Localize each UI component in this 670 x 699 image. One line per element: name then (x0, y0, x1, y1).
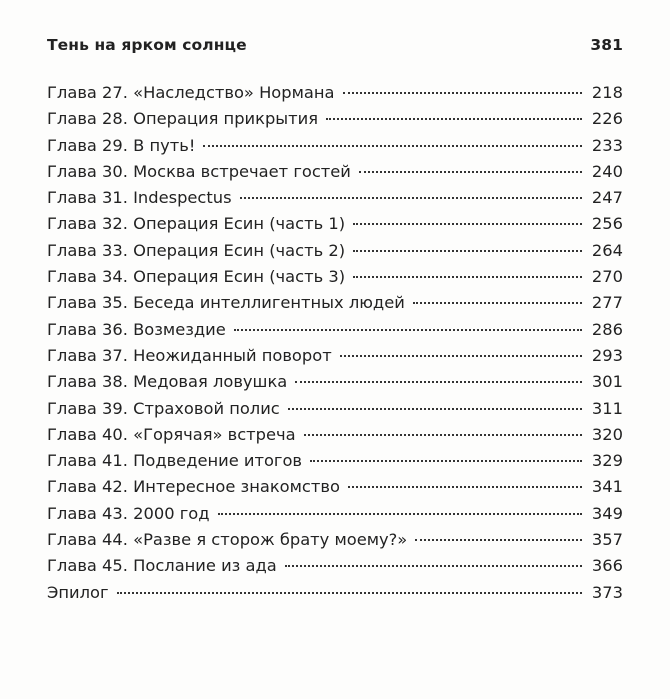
toc-entry-title: Глава 35. Беседа интеллигентных людей (47, 293, 405, 313)
page-number: 381 (590, 36, 623, 54)
toc-entry-title: Глава 36. Возмездие (47, 319, 226, 339)
dot-leader (117, 592, 582, 594)
toc-entry-page: 233 (591, 135, 623, 155)
toc-entry-page: 301 (591, 372, 623, 392)
toc-entry (47, 264, 623, 290)
dot-leader (234, 329, 582, 331)
toc-entry-title: Глава 42. Интересное знакомство (47, 477, 340, 497)
toc-entry-page: 247 (591, 188, 623, 208)
toc-entry-page: 277 (591, 293, 623, 313)
toc-entry-page: 311 (591, 398, 623, 418)
toc-entry (47, 369, 623, 395)
dot-leader (348, 486, 582, 488)
toc-entry-page: 320 (591, 424, 623, 444)
toc-entry-title: Глава 38. Медовая ловушка (47, 372, 288, 392)
dot-leader (326, 118, 582, 120)
toc-entry (47, 527, 623, 553)
toc-entry (47, 422, 623, 448)
toc-entry-page: 341 (591, 477, 623, 497)
toc-entry-page: 349 (591, 503, 623, 523)
toc-entry-title: Глава 40. «Горячая» встреча (47, 424, 296, 444)
dot-leader (343, 92, 582, 94)
toc-entry (47, 553, 623, 579)
toc-entry-title: Глава 31. Indespectus (47, 188, 232, 208)
table-of-contents (47, 80, 623, 606)
toc-entry-page: 293 (591, 345, 623, 365)
toc-entry (47, 580, 623, 606)
dot-leader (240, 197, 582, 199)
toc-entry (47, 106, 623, 132)
toc-entry-page: 264 (591, 240, 623, 260)
toc-entry-title: Глава 39. Страховой полис (47, 398, 280, 418)
toc-entry-title: Глава 37. Неожиданный поворот (47, 345, 332, 365)
toc-entry-title: Глава 45. Послание из ада (47, 556, 277, 576)
toc-entry-page: 240 (591, 161, 623, 181)
toc-entry-page: 329 (591, 451, 623, 471)
dot-leader (203, 145, 582, 147)
toc-entry-title: Глава 29. В путь! (47, 135, 196, 155)
toc-entry (47, 343, 623, 369)
toc-entry (47, 238, 623, 264)
toc-entry-page: 286 (591, 319, 623, 339)
toc-entry-page: 357 (591, 530, 623, 550)
toc-entry (47, 396, 623, 422)
running-head (47, 36, 623, 56)
toc-entry-title: Глава 32. Операция Есин (часть 1) (47, 214, 346, 234)
dot-leader (359, 171, 582, 173)
dot-leader (310, 460, 582, 462)
toc-entry-title: Глава 33. Операция Есин (часть 2) (47, 240, 346, 260)
toc-entry (47, 133, 623, 159)
toc-entry (47, 501, 623, 527)
toc-entry-page: 373 (591, 582, 623, 602)
dot-leader (285, 565, 582, 567)
toc-entry (47, 80, 623, 106)
dot-leader (295, 381, 582, 383)
toc-entry-page: 218 (591, 83, 623, 102)
toc-entry (47, 474, 623, 500)
toc-entry-page: 256 (591, 214, 623, 234)
book-title: Тень на ярком солнце (47, 36, 247, 54)
dot-leader (353, 276, 582, 278)
toc-entry-page: 366 (591, 556, 623, 576)
dot-leader (340, 355, 582, 357)
toc-entry-page: 270 (591, 267, 623, 287)
dot-leader (353, 250, 582, 252)
dot-leader (288, 408, 582, 410)
dot-leader (353, 223, 582, 225)
dot-leader (415, 539, 582, 541)
toc-entry (47, 317, 623, 343)
dot-leader (304, 434, 582, 436)
toc-entry-title: Глава 27. «Наследство» Нормана (47, 83, 335, 102)
dot-leader (218, 513, 582, 515)
toc-entry (47, 448, 623, 474)
toc-entry-title: Глава 44. «Разве я сторож брату моему?» (47, 530, 408, 550)
toc-entry-page: 226 (591, 109, 623, 129)
toc-entry (47, 290, 623, 316)
toc-entry-title: Глава 30. Москва встречает гостей (47, 161, 351, 181)
toc-entry-title: Эпилог (47, 582, 109, 602)
toc-entry (47, 211, 623, 237)
dot-leader (413, 302, 582, 304)
toc-entry-title: Глава 41. Подведение итогов (47, 451, 303, 471)
toc-entry (47, 185, 623, 211)
toc-entry-title: Глава 34. Операция Есин (часть 3) (47, 267, 346, 287)
toc-entry (47, 159, 623, 185)
toc-entry-title: Глава 43. 2000 год (47, 503, 210, 523)
toc-entry-title: Глава 28. Операция прикрытия (47, 109, 318, 129)
